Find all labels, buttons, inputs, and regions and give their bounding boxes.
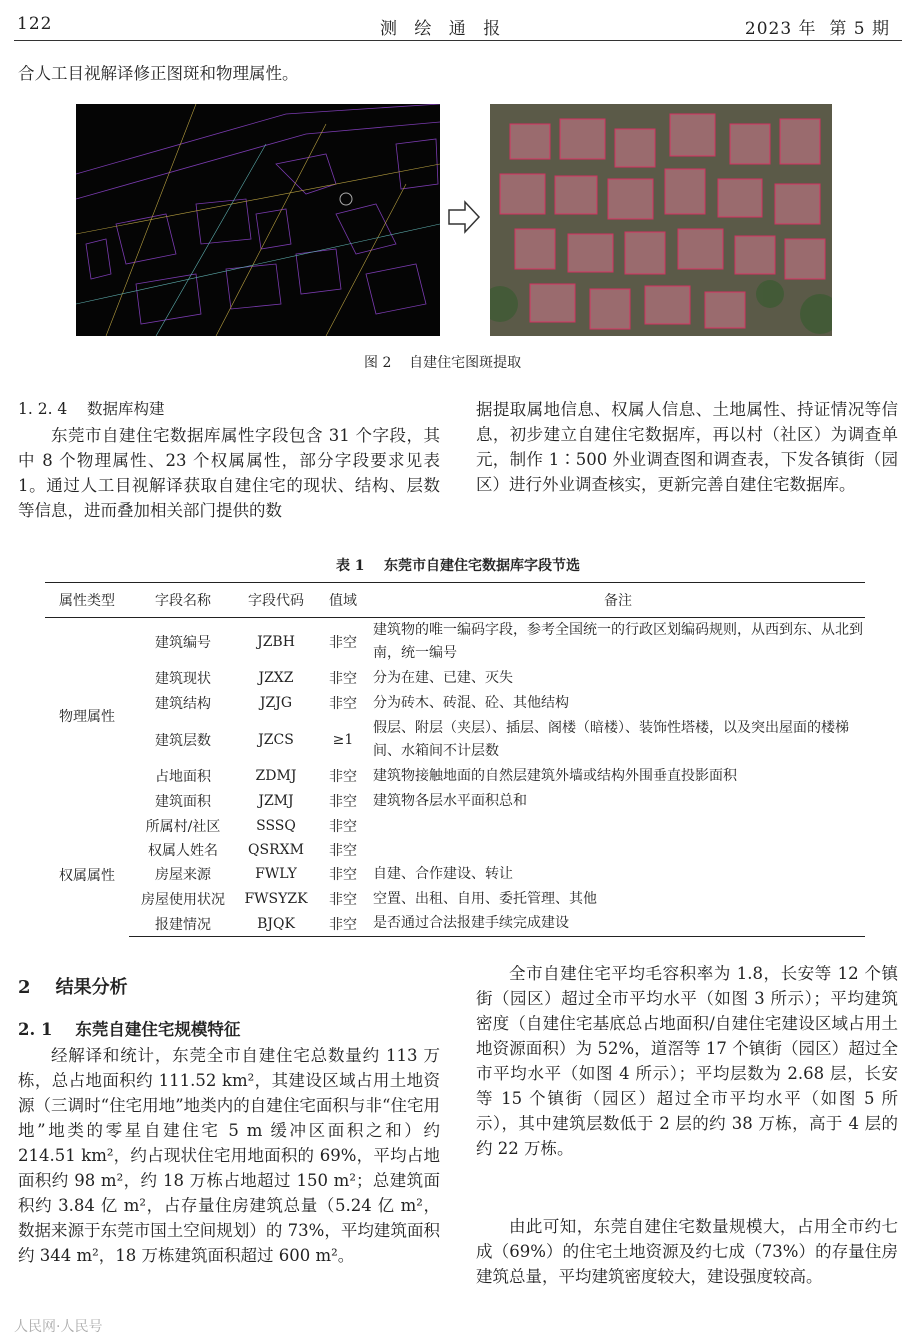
field-domain: 非空 bbox=[329, 818, 357, 835]
right-results-paragraph-1: 全市自建住宅平均毛容积率为 1.8，长安等 12 个镇街（园区）超过全市平均水平（如图 3 所示）；平均建筑密度（自建住宅基底总占地面积/自建住宅建设区域占用土地资源面积）为 52%，道滘等 17 个镇街（园区）超过全市平均水平（如图 4 所示）；平均层数为 2.68 层，长安等 15 个镇街（园区）超过全市平均水平（如图 5 所示），其中建筑层数低于 2 层的约 38 万栋，高于 4 层的约 22 万栋。 bbox=[476, 964, 898, 1158]
field-domain: 非空 bbox=[329, 769, 357, 785]
table-header: 备注 bbox=[371, 583, 865, 618]
field-domain: 非空 bbox=[329, 842, 357, 859]
figure-caption: 图 2 自建住宅图斑提取 bbox=[364, 355, 522, 371]
cad-lines bbox=[76, 104, 440, 336]
group-ownership: 权属属性 bbox=[59, 868, 115, 884]
field-note: 空置、出租、自用、委托管理、其他 bbox=[373, 890, 597, 907]
field-note: 自建、合作建设、转让 bbox=[373, 865, 513, 882]
left-results-paragraph: 经解译和统计，东莞全市自建住宅总数量约 113 万栋，总占地面积约 111.52 km²，其建设区域占用土地资源（三调时“住宅用地”地类内的自建住宅面积与非“住宅用地”地类的零星自建住宅 5 m 缓冲区面积之和）约 214.51 km²，约占现状住宅用地面积的 69%，平均占地面积约 98 m²，约 18 万栋占地超过 150 m²；总建筑面积约 3.84 亿 m²，占存量住房建筑总量（5.24 亿 m²，数据来源于东莞市国土空间规划）的 73%，平均建筑面积约 344 m²，18 万栋建筑面积超过 600 m²。 bbox=[18, 1046, 440, 1265]
field-code: JZMJ bbox=[258, 793, 294, 809]
field-code: FWSYZK bbox=[244, 891, 308, 907]
field-domain: 非空 bbox=[315, 912, 371, 937]
field-name: 所属村/社区 bbox=[145, 818, 221, 835]
right-results-paragraph-2: 由此可知，东莞自建住宅数量规模大，占用全市约七成（69%）的住宅土地资源及约七成（73%）的存量住房建筑总量，平均建筑密度较大，建设强度较高。 bbox=[476, 1217, 898, 1286]
field-code: BJQK bbox=[237, 912, 315, 937]
right-paragraph: 据提取属地信息、权属人信息、土地属性、持证情况等信息，初步建立自建住宅数据库，再以村（社区）为调查单元，制作 1∶500 外业调查图和调查表，下发各镇街（园区）进行外业调查核实，更新完善自建住宅数据库。 bbox=[476, 400, 898, 494]
field-domain: 非空 bbox=[329, 892, 357, 908]
rooftop-patches bbox=[490, 104, 832, 336]
field-domain: 非空 bbox=[329, 867, 357, 883]
table-header: 字段名称 bbox=[129, 583, 237, 618]
table-row bbox=[45, 814, 865, 838]
issue-label: 2023 年 第 5 期 bbox=[744, 19, 890, 39]
watermark: 人民网·人民号 bbox=[14, 1319, 103, 1335]
field-code: JZXZ bbox=[258, 670, 294, 686]
field-code: FWLY bbox=[255, 866, 297, 882]
field-code: SSSQ bbox=[256, 817, 296, 834]
field-name: 建筑现状 bbox=[155, 671, 211, 687]
table-row bbox=[45, 691, 865, 716]
field-note: 分为砖木、砖混、砼、其他结构 bbox=[373, 694, 569, 711]
field-note: 建筑物接触地面的自然层建筑外墙或结构外围垂直投影面积 bbox=[373, 767, 737, 784]
field-domain: ≥1 bbox=[332, 731, 354, 748]
field-name: 建筑编号 bbox=[155, 634, 211, 651]
field-note: 建筑物各层水平面积总和 bbox=[373, 792, 527, 809]
table-row bbox=[45, 838, 865, 862]
page-number: 122 bbox=[17, 14, 53, 34]
field-name: 报建情况 bbox=[129, 912, 237, 937]
group-physical: 物理属性 bbox=[59, 708, 115, 725]
field-domain: 非空 bbox=[329, 794, 357, 810]
table-row bbox=[45, 887, 865, 912]
section-heading: 1. 2. 4 数据库构建 bbox=[18, 400, 165, 418]
cad-vector-map bbox=[76, 104, 440, 336]
section-2-heading: 2 结果分析 bbox=[18, 977, 128, 998]
field-name: 权属人姓名 bbox=[148, 842, 218, 859]
field-name: 房屋来源 bbox=[155, 867, 211, 883]
field-note: 是否通过合法报建手续完成建设 bbox=[371, 912, 865, 937]
table-row bbox=[45, 862, 865, 887]
field-domain: 非空 bbox=[329, 634, 357, 651]
journal-title: 测 绘 通 报 bbox=[380, 19, 507, 39]
field-code: JZJG bbox=[259, 695, 293, 711]
table-header: 值域 bbox=[315, 583, 371, 618]
field-code: ZDMJ bbox=[255, 768, 297, 784]
field-note: 建筑物的唯一编码字段，参考全国统一的行政区划编码规则，从西到东、从北到南，统一编号 bbox=[373, 621, 863, 661]
intro-line: 合人工目视解译修正图斑和物理属性。 bbox=[18, 64, 299, 83]
table-header: 字段代码 bbox=[237, 583, 315, 618]
section-21-heading: 2. 1 东莞自建住宅规模特征 bbox=[18, 1020, 241, 1039]
table-row bbox=[45, 716, 865, 764]
field-note bbox=[371, 814, 865, 838]
table-title: 表 1 东莞市自建住宅数据库字段节选 bbox=[335, 558, 581, 574]
field-domain: 非空 bbox=[329, 671, 357, 687]
field-note bbox=[371, 838, 865, 862]
data-table bbox=[45, 582, 865, 937]
table-row bbox=[45, 666, 865, 691]
field-name: 建筑层数 bbox=[155, 732, 211, 749]
field-name: 建筑面积 bbox=[155, 794, 211, 810]
arrow-right-icon bbox=[447, 200, 481, 238]
table-row bbox=[45, 912, 865, 937]
header-rule bbox=[14, 40, 902, 41]
table-header: 属性类型 bbox=[45, 583, 129, 618]
table-row bbox=[45, 618, 865, 666]
field-name: 房屋使用状况 bbox=[141, 892, 225, 908]
table-row bbox=[45, 764, 865, 789]
field-note: 假层、附层（夹层）、插层、阁楼（暗楼）、装饰性塔楼，以及突出屋面的楼梯间、水箱间不计层数 bbox=[373, 719, 849, 759]
field-name: 建筑结构 bbox=[155, 696, 211, 712]
satellite-image bbox=[490, 104, 832, 336]
field-name: 占地面积 bbox=[155, 769, 211, 785]
field-note: 分为在建、已建、灭失 bbox=[373, 669, 513, 686]
field-code: QSRXM bbox=[248, 841, 304, 858]
field-code: JZCS bbox=[258, 731, 294, 748]
field-code: JZBH bbox=[257, 633, 295, 650]
left-paragraph: 东莞市自建住宅数据库属性字段包含 31 个字段，其中 8 个物理属性、23 个权属属性，部分字段要求见表 1。通过人工目视解译获取自建住宅的现状、结构、层数等信息，进而叠加相关部门提供的数 bbox=[18, 426, 440, 520]
table-row bbox=[45, 789, 865, 814]
field-domain: 非空 bbox=[329, 696, 357, 712]
